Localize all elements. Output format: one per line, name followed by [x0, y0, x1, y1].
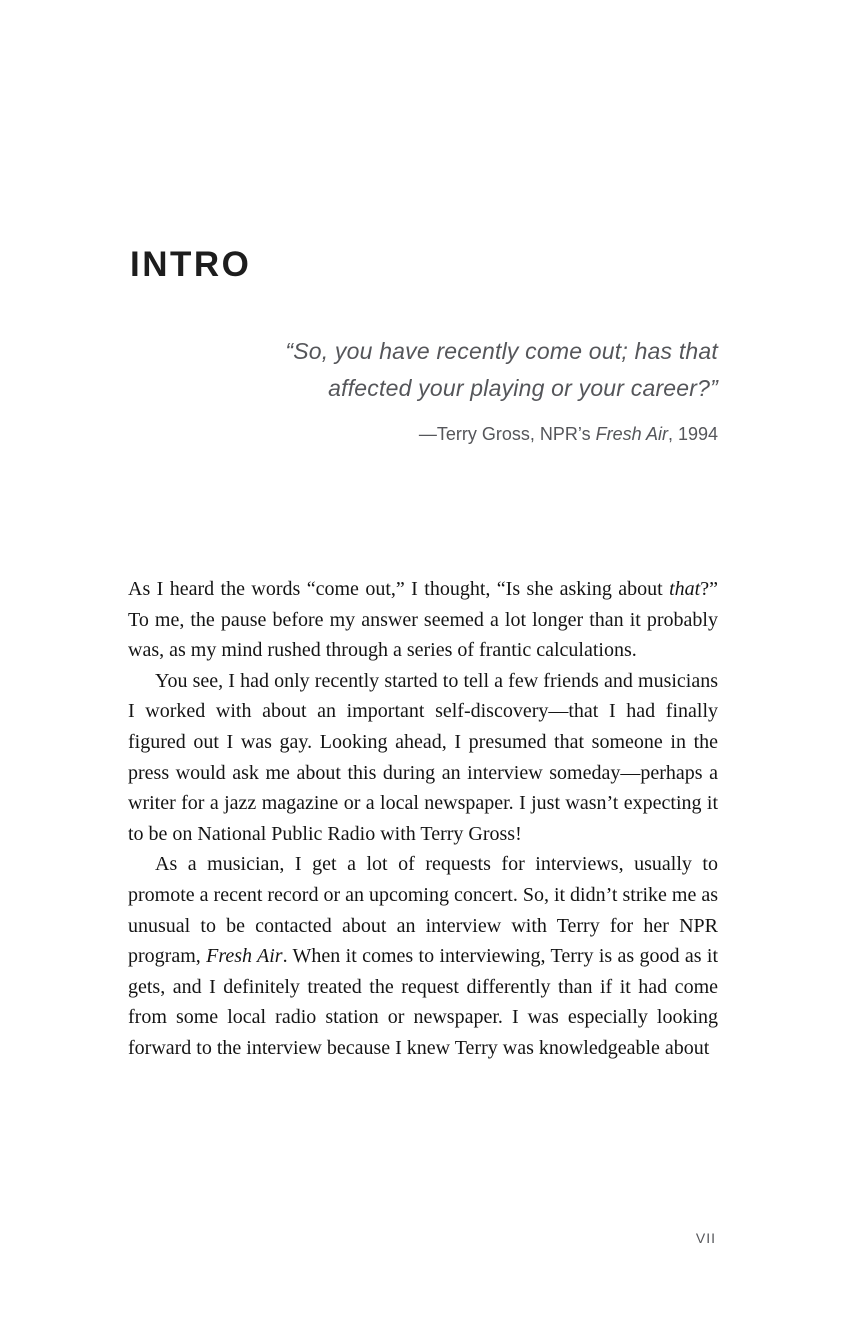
epigraph-quote	[158, 333, 718, 407]
text-segment: You see, I had only recently started to tell a few friends and musicians I worked with about an important self-discovery—that I had finally figured out I was gay. Looking ahead, I presumed that someone in the press would ask me about this during an interview someday—perhaps a writer for a jazz magazine or a local newspaper. I just wasn’t expecting it to be on National Public Radio with Terry Gross!	[128, 669, 718, 845]
italic-text: that	[669, 578, 701, 600]
epigraph-quote-line2: affected your playing or your career?”	[328, 375, 718, 401]
epigraph-quote-line1: “So, you have recently come out; has that	[285, 338, 718, 364]
epigraph	[158, 333, 718, 446]
text-segment: —Terry Gross, NPR’s	[418, 424, 596, 444]
italic-text: Fresh Air	[595, 424, 668, 444]
page-number: VII	[695, 1230, 716, 1246]
text-segment: . When it comes to interviewing, Terry is as good as it gets, and I definitely treated the request differently than if it had come from some local radio station or newspaper. I was especially looking forward to the interview because I knew Terry was knowledgeable about	[128, 945, 719, 1059]
italic-text: Fresh Air	[206, 945, 283, 968]
body-paragraph	[128, 666, 718, 850]
text-segment: As I heard the words “come out,” I thought, “Is she asking about	[128, 578, 670, 600]
body-text	[128, 574, 718, 1064]
body-paragraph	[128, 574, 718, 666]
body-paragraph	[128, 849, 718, 1063]
text-segment: As a musician, I get a lot of requests for interviews, usually to promote a recent record or an upcoming concert. So, it didn’t strike me as unusual to be contacted about an interview with Terry for her NPR program,	[128, 853, 718, 968]
epigraph-attribution	[158, 422, 718, 446]
text-segment: ?” To me, the pause before my answer seemed a lot longer than it probably was, as my mind rushed through a series of frantic calculations.	[128, 578, 718, 662]
text-segment: , 1994	[667, 424, 718, 444]
chapter-title: INTRO	[130, 245, 252, 285]
